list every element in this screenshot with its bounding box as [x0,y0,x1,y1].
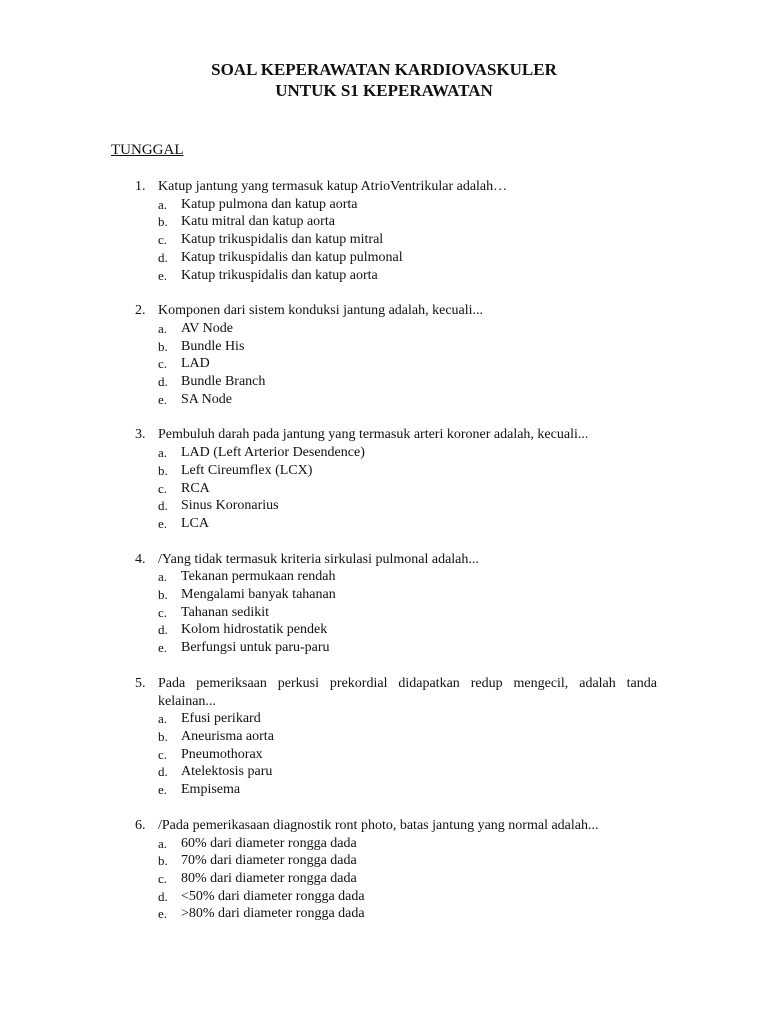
option-letter: e. [158,267,168,283]
option-item [0,497,768,515]
option-text: Katup trikuspidalis dan katup aorta [181,267,378,283]
option-text: Katup trikuspidalis dan katup mitral [181,232,384,248]
option-letter: a. [158,711,168,727]
option-item [0,267,768,285]
option-text: Efusi perikard [181,711,261,727]
option-letter: b. [158,728,168,744]
option-text: AV Node [181,320,233,336]
option-letter: a. [158,835,168,851]
option-item [0,835,768,853]
option-letter: c. [158,356,168,372]
option-letter: b. [158,338,168,354]
option-text: Berfungsi untuk paru-paru [181,640,330,656]
option-text: 70% dari diameter rongga dada [181,853,357,869]
option-letter: b. [158,214,168,230]
question-number: 2. [135,303,146,319]
option-text: Katu mitral dan katup aorta [181,214,335,230]
option-item [0,781,768,799]
question-1 [0,178,768,284]
option-letter: d. [158,622,168,638]
option-item [0,196,768,214]
option-item [0,568,768,586]
option-text: LAD (Left Arterior Desendence) [181,445,365,461]
option-item [0,480,768,498]
document-title-line2: UNTUK S1 KEPERAWATAN [275,81,493,100]
option-letter: c. [158,604,168,620]
option-item [0,373,768,391]
option-text: >80% dari diameter rongga dada [181,906,365,922]
question-stem: Pada pemeriksaan perkusi prekordial didapatkan redup mengecil, adalah tanda kelainan... [158,675,657,709]
option-letter: d. [158,888,168,904]
option-letter: a. [158,445,168,461]
option-letter: b. [158,587,168,603]
question-list [0,178,768,941]
question-text [0,675,768,710]
option-letter: c. [158,870,168,886]
option-item [0,888,768,906]
option-text: 60% dari diameter rongga dada [181,835,357,851]
option-item [0,870,768,888]
option-letter: a. [158,569,168,585]
document-title-line1: SOAL KEPERAWATAN KARDIOVASKULER [211,60,557,79]
option-letter: d. [158,498,168,514]
question-number: 1. [135,179,146,194]
question-text [0,551,768,569]
option-text: Katup pulmona dan katup aorta [181,196,358,212]
question-number: 5. [135,675,146,691]
option-text: Aneurisma aorta [181,728,274,744]
option-item [0,338,768,356]
option-item [0,355,768,373]
option-text: Katup trikuspidalis dan katup pulmonal [181,249,403,265]
option-text: LAD [181,356,210,372]
option-item [0,444,768,462]
option-text: Bundle His [181,338,245,354]
option-text: Tekanan permukaan rendah [181,569,336,585]
question-stem: /Yang tidak termasuk kriteria sirkulasi pulmonal adalah... [158,551,479,567]
option-item [0,391,768,409]
option-text: <50% dari diameter rongga dada [181,888,365,904]
question-5 [0,675,768,799]
question-3 [0,426,768,532]
option-text: 80% dari diameter rongga dada [181,870,357,886]
option-text: Tahanan sedikit [181,604,270,620]
question-stem: /Pada pemerikasaan diagnostik ront photo, batas jantung yang normal adalah... [158,817,599,833]
option-text: Empisema [181,782,241,798]
option-text: RCA [181,480,210,496]
question-text [0,817,768,835]
question-text [0,302,768,320]
option-text: Mengalami banyak tahanan [181,587,336,603]
question-number: 3. [135,427,146,443]
option-item [0,213,768,231]
question-stem: Katup jantung yang termasuk katup AtrioVentrikular adalah… [158,179,508,194]
question-number: 6. [135,817,146,833]
option-text: Kolom hidrostatik pendek [181,622,328,638]
option-text: Pneumothorax [181,746,263,762]
question-text [0,426,768,444]
option-item [0,621,768,639]
option-letter: e. [158,391,168,407]
option-item [0,639,768,657]
option-item [0,586,768,604]
question-4 [0,551,768,657]
option-letter: c. [158,232,168,248]
option-letter: b. [158,853,168,869]
question-stem: Pembuluh darah pada jantung yang termasuk arteri koroner adalah, kecuali... [158,427,589,443]
option-letter: a. [158,320,168,336]
option-text: Sinus Koronarius [181,498,279,514]
section-heading: TUNGGAL [111,142,184,158]
option-letter: d. [158,374,168,390]
option-letter: a. [158,196,168,212]
option-letter: e. [158,515,168,531]
option-item [0,515,768,533]
option-letter: e. [158,906,168,922]
question-number: 4. [135,551,146,567]
question-2 [0,302,768,408]
option-text: Bundle Branch [181,374,266,390]
option-item [0,462,768,480]
option-item [0,604,768,622]
option-item [0,763,768,781]
option-item [0,231,768,249]
option-letter: e. [158,640,168,656]
option-text: LCA [181,515,209,531]
option-item [0,320,768,338]
question-6 [0,817,768,923]
option-item [0,905,768,923]
option-item [0,710,768,728]
option-letter: c. [158,480,168,496]
option-item [0,249,768,267]
option-letter: d. [158,249,168,265]
option-item [0,852,768,870]
option-letter: d. [158,764,168,780]
question-stem: Komponen dari sistem konduksi jantung adalah, kecuali... [158,303,484,319]
option-item [0,746,768,764]
option-letter: c. [158,746,168,762]
option-text: Left Cireumflex (LCX) [181,462,313,478]
option-item [0,728,768,746]
option-letter: e. [158,782,168,798]
option-text: Atelektosis paru [181,764,273,780]
question-text [0,178,768,196]
option-text: SA Node [181,391,232,407]
option-letter: b. [158,462,168,478]
